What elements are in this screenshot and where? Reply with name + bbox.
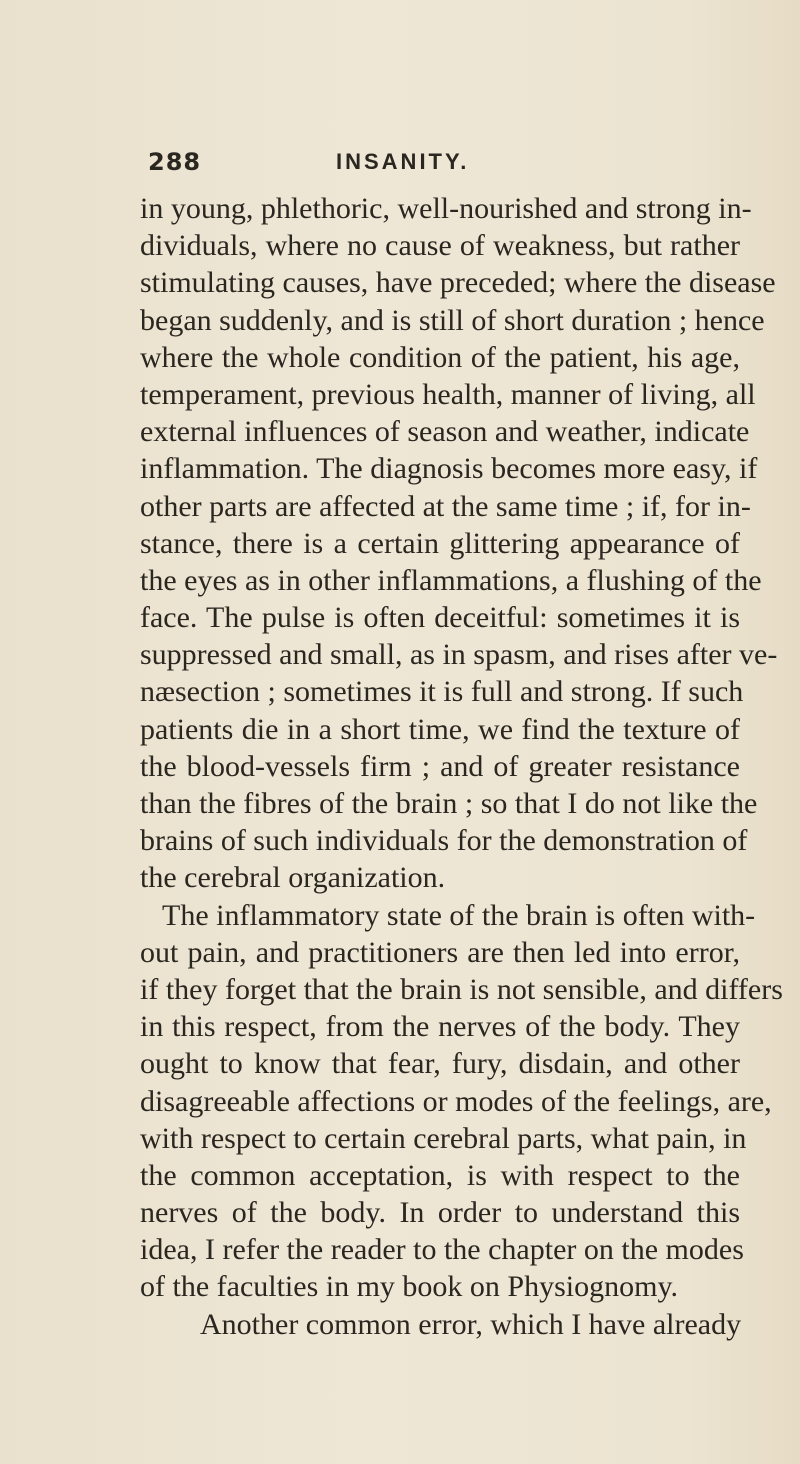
text-line: out pain, and practitioners are then led into error, (140, 935, 740, 969)
text-line: if they forget that the brain is not sensible, and differs (140, 972, 783, 1006)
page-number: 288 (148, 148, 202, 176)
body-text (140, 190, 783, 1343)
text-line: patients die in a short time, we find the texture of (140, 712, 740, 746)
text-line: of the faculties in my book on Physiognomy. (140, 1270, 679, 1304)
text-line: began suddenly, and is still of short duration ; hence (140, 303, 765, 337)
text-line: where the whole condition of the patient, his age, (140, 340, 740, 374)
text-line: other parts are affected at the same time ; if, for in- (140, 489, 751, 523)
text-line: the cerebral organization. (140, 861, 446, 895)
text-line: the eyes as in other inflammations, a flushing of the (140, 563, 762, 597)
text-line: inflammation. The diagnosis becomes more easy, if (140, 452, 758, 486)
text-line: temperament, previous health, manner of living, all (140, 377, 756, 411)
text-line: dividuals, where no cause of weakness, but rather (140, 229, 740, 263)
text-line: The inflammatory state of the brain is often with- (162, 898, 756, 932)
text-line: external influences of season and weather, indicate (140, 415, 750, 449)
text-line: ought to know that fear, fury, disdain, and other (140, 1047, 740, 1081)
text-line: disagreeable affections or modes of the feelings, are, (140, 1084, 772, 1118)
text-line: nerves of the body. In order to understand this (140, 1196, 740, 1230)
text-line: than the fibres of the brain ; so that I do not like the (140, 787, 758, 820)
text-line: the blood-vessels firm ; and of greater resistance (140, 749, 740, 783)
text-line: suppressed and small, as in spasm, and rises after ve- (140, 638, 778, 672)
text-line: in young, phlethoric, well-nourished and strong in- (140, 192, 752, 225)
text-line: stimulating causes, have preceded; where the disease (140, 266, 776, 300)
text-line: stance, there is a certain glittering appearance of (140, 526, 740, 560)
text-line: Another common error, which I have already (200, 1307, 742, 1341)
text-line: in this respect, from the nerves of the body. They (140, 1010, 740, 1044)
text-line: idea, I refer the reader to the chapter on the modes (140, 1233, 744, 1267)
text-line: with respect to certain cerebral parts, what pain, in (140, 1121, 747, 1155)
text-line: næsection ; sometimes it is full and strong. If such (140, 675, 744, 709)
text-line: the common acceptation, is with respect to the (140, 1158, 740, 1192)
text-line: brains of such individuals for the demonstration of (140, 824, 748, 858)
running-head: INSANITY. (336, 149, 470, 174)
page-header (148, 148, 708, 182)
text-line: face. The pulse is often deceitful: sometimes it is (140, 601, 740, 635)
